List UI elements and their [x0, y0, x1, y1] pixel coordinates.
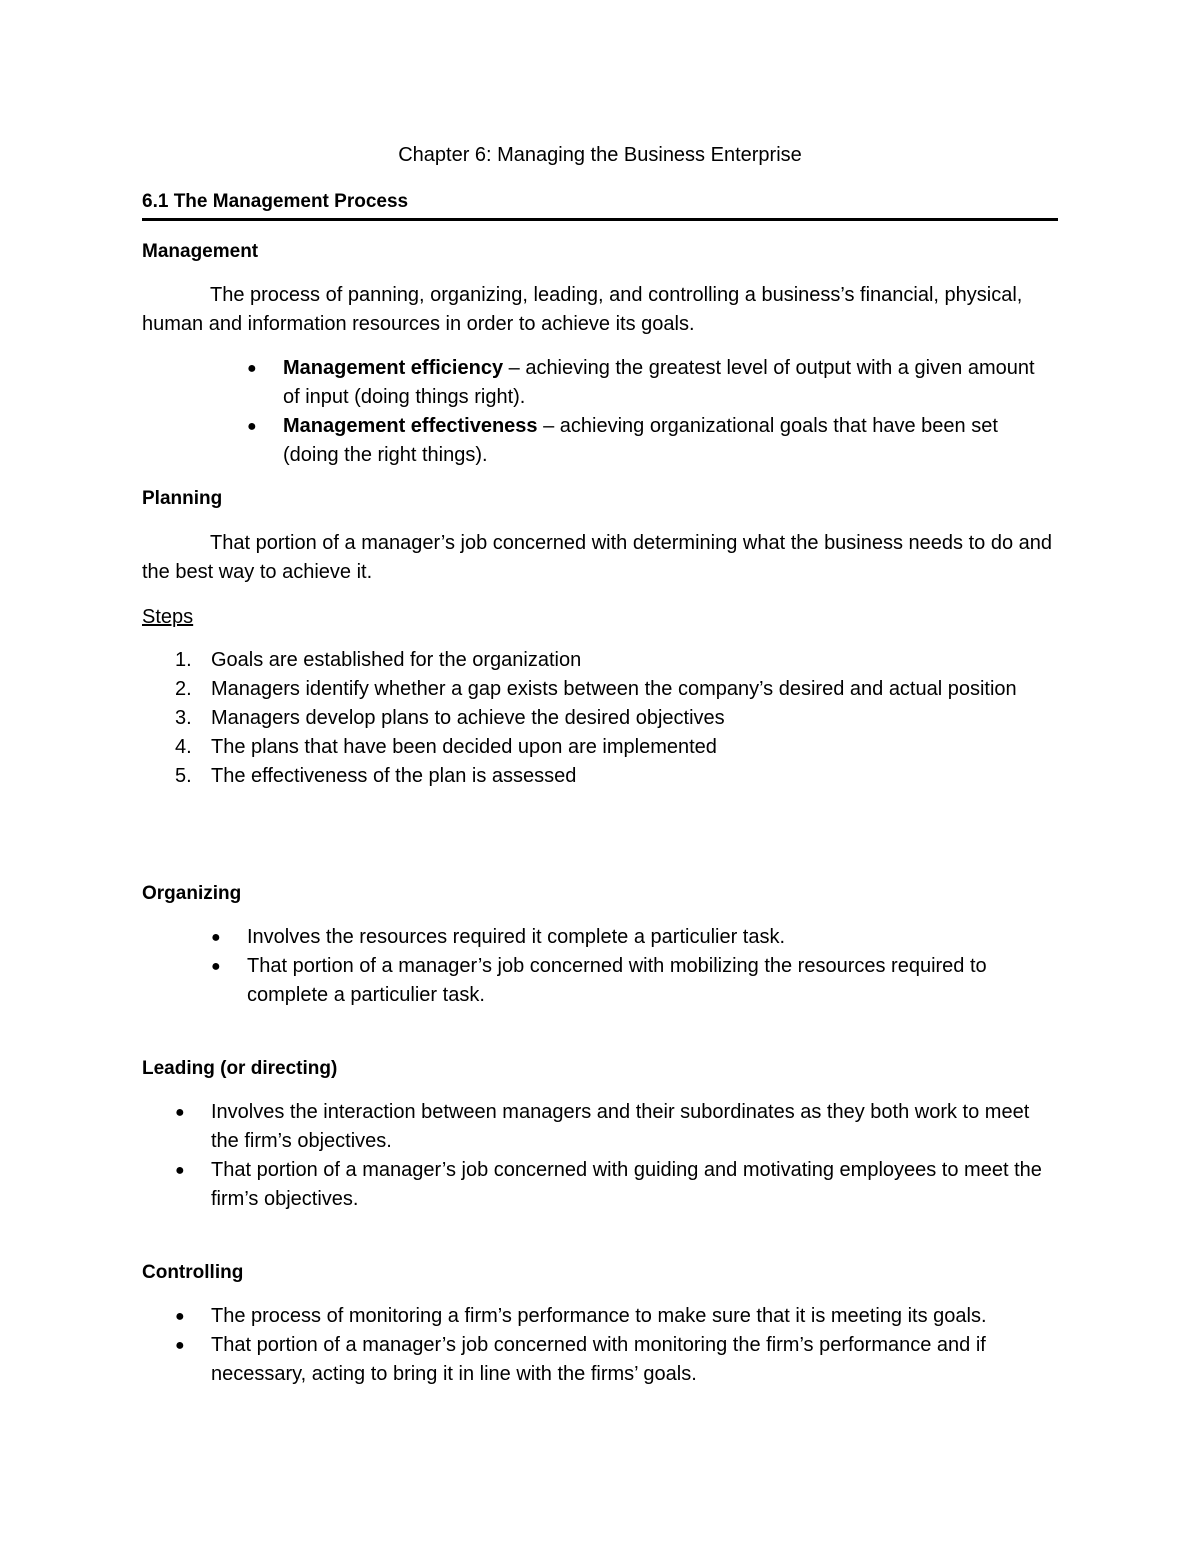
list-item: [211, 923, 1057, 952]
step-text: Managers develop plans to achieve the desired objectives: [211, 707, 725, 729]
bullet-icon: ●: [211, 958, 221, 975]
leading-bullet-list: [175, 1098, 1056, 1214]
heading-management: Management: [142, 241, 259, 262]
step-number: 4.: [175, 736, 192, 758]
list-item: [175, 704, 1031, 733]
chapter-title: Chapter 6: Managing the Business Enterprise: [398, 144, 802, 166]
list-item: [175, 646, 1031, 675]
step-text: The plans that have been decided upon are implemented: [211, 736, 717, 758]
list-item: [175, 762, 1031, 791]
list-item: [175, 1302, 1056, 1331]
bullet-text: That portion of a manager’s job concerned with monitoring the firm’s performance and if necessary, acting to bring it in line with the firms’ goals.: [211, 1334, 986, 1385]
list-item: [175, 1098, 1056, 1156]
term-effectiveness: Management effectiveness: [283, 415, 538, 437]
bullet-text: Involves the interaction between managers and their subordinates as they both work to meet the firm’s objectives.: [211, 1101, 1030, 1152]
list-item: [175, 675, 1031, 704]
heading-planning: Planning: [142, 488, 223, 509]
efficiency-text: – achieving the greatest level of output with a given amount of input (doing things right).: [283, 357, 1035, 408]
heading-organizing: Organizing: [142, 883, 242, 904]
management-bullet-list: [247, 354, 1043, 470]
controlling-bullet-list: [175, 1302, 1056, 1389]
bullet-icon: ●: [175, 1308, 185, 1325]
step-number: 3.: [175, 707, 192, 729]
list-item: [175, 1156, 1056, 1214]
step-text: The effectiveness of the plan is assessed: [211, 765, 577, 787]
bullet-icon: ●: [211, 929, 221, 946]
step-number: 2.: [175, 678, 192, 700]
list-item: [247, 354, 1043, 412]
step-text: Goals are established for the organization: [211, 649, 582, 671]
bullet-text: That portion of a manager’s job concerned with mobilizing the resources required to complete a particulier task.: [247, 955, 987, 1006]
step-text: Managers identify whether a gap exists between the company’s desired and actual position: [211, 678, 1017, 700]
bullet-icon: ●: [247, 360, 257, 377]
list-item: [175, 733, 1031, 762]
heading-controlling: Controlling: [142, 1262, 244, 1283]
section-heading: 6.1 The Management Process: [142, 187, 1058, 221]
bullet-icon: ●: [247, 418, 257, 435]
list-item: [211, 952, 1057, 1010]
step-number: 5.: [175, 765, 192, 787]
planning-steps-list: [175, 646, 1031, 791]
steps-label: Steps: [142, 606, 194, 628]
step-number: 1.: [175, 649, 192, 671]
effectiveness-text: – achieving organizational goals that have been set (doing the right things).: [283, 415, 998, 466]
term-efficiency: Management efficiency: [283, 357, 504, 379]
bullet-icon: ●: [175, 1162, 185, 1179]
list-item: [175, 1331, 1056, 1389]
bullet-text: Involves the resources required it complete a particulier task.: [247, 926, 786, 948]
bullet-text: The process of monitoring a firm’s performance to make sure that it is meeting its goals.: [211, 1305, 987, 1327]
management-definition: The process of panning, organizing, leading, and controlling a business’s financial, physical, human and information resources in order to achieve its goals.: [142, 284, 1023, 335]
heading-leading: Leading (or directing): [142, 1058, 338, 1079]
bullet-icon: ●: [175, 1337, 185, 1354]
bullet-icon: ●: [175, 1104, 185, 1121]
planning-definition: That portion of a manager’s job concerned with determining what the business needs to do and the best way to achieve it.: [142, 532, 1053, 583]
list-item: [247, 412, 1043, 470]
organizing-bullet-list: [211, 923, 1057, 1010]
bullet-text: That portion of a manager’s job concerned with guiding and motivating employees to meet the firm’s objectives.: [211, 1159, 1042, 1210]
